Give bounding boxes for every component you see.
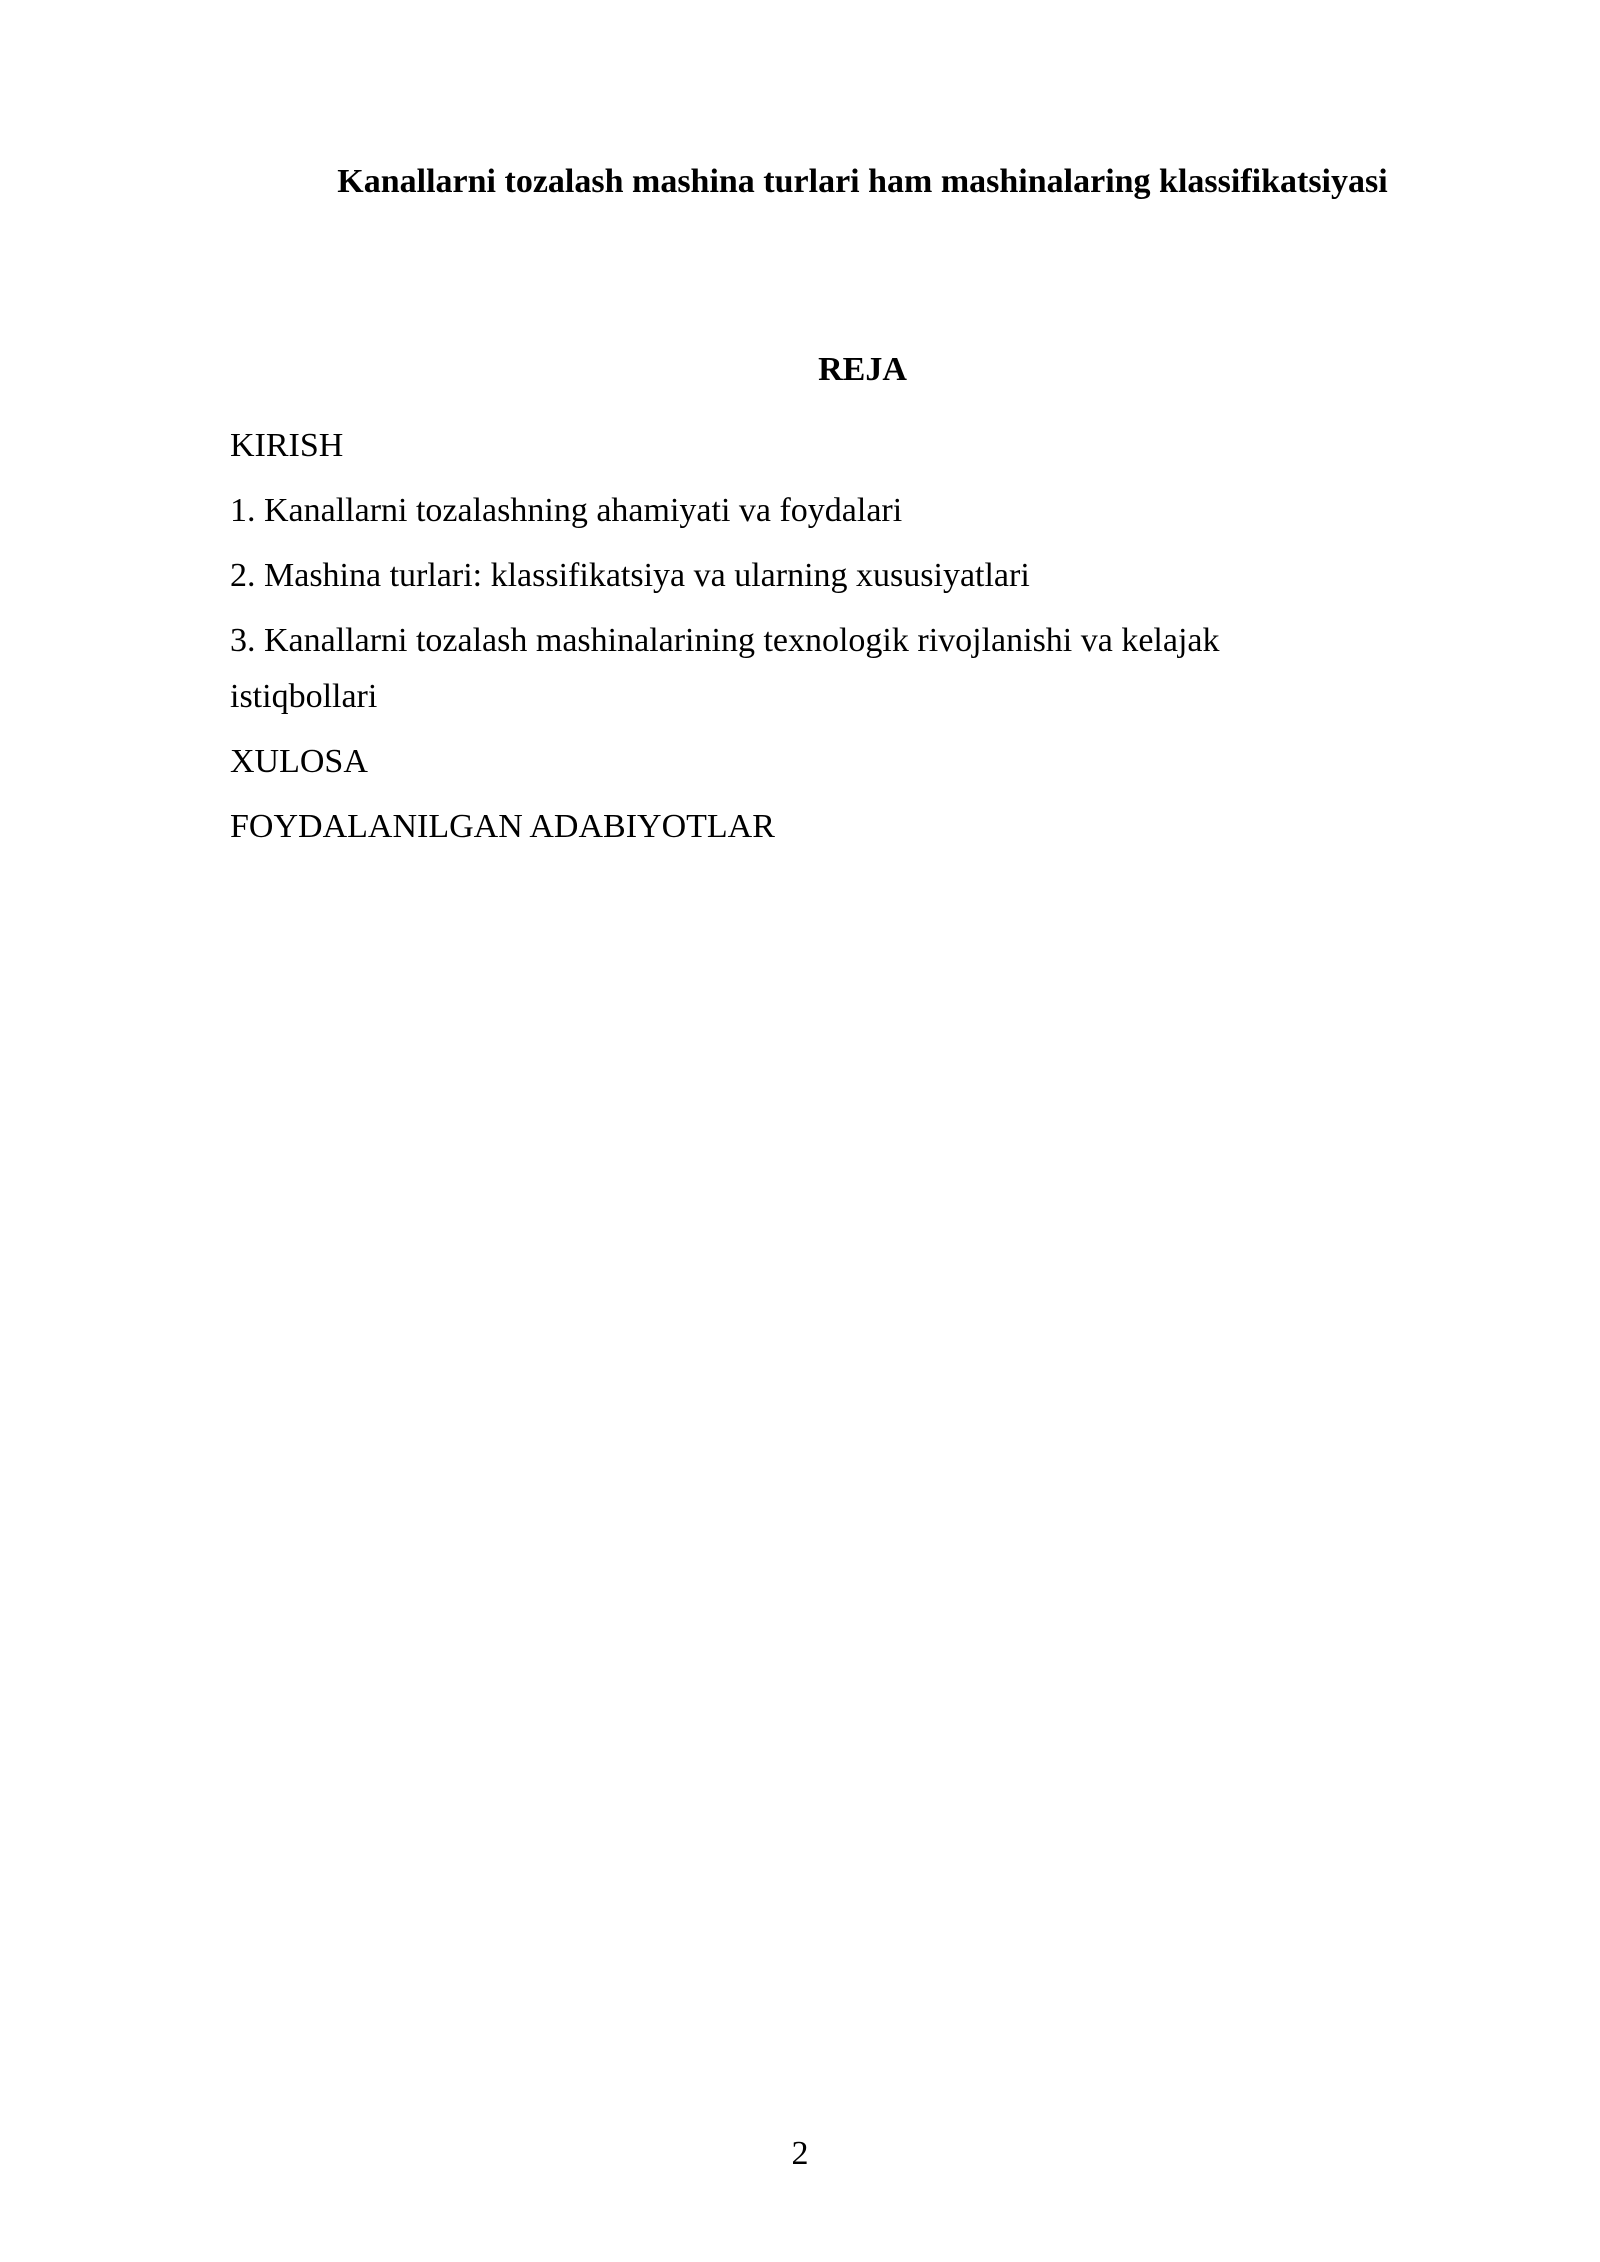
document-title: Kanallarni tozalash mashina turlari ham mashinalaring klassifikatsiyasi xyxy=(337,163,1388,200)
toc-item-2: 2. Mashina turlari: klassifikatsiya va ularning xususiyatlari xyxy=(230,557,1030,594)
toc-item-references: FOYDALANILGAN ADABIYOTLAR xyxy=(230,808,775,845)
toc-item-1: 1. Kanallarni tozalashning ahamiyati va foydalari xyxy=(230,492,903,529)
plan-heading: REJA xyxy=(818,351,907,388)
page-number: 2 xyxy=(791,2135,809,2172)
toc-item-3: 3. Kanallarni tozalash mashinalarining texnologik rivojlanishi va kelajak istiqbollari xyxy=(230,622,1220,715)
table-of-contents xyxy=(230,418,1360,864)
toc-item-introduction: KIRISH xyxy=(230,427,344,464)
toc-item-conclusion: XULOSA xyxy=(230,743,368,780)
